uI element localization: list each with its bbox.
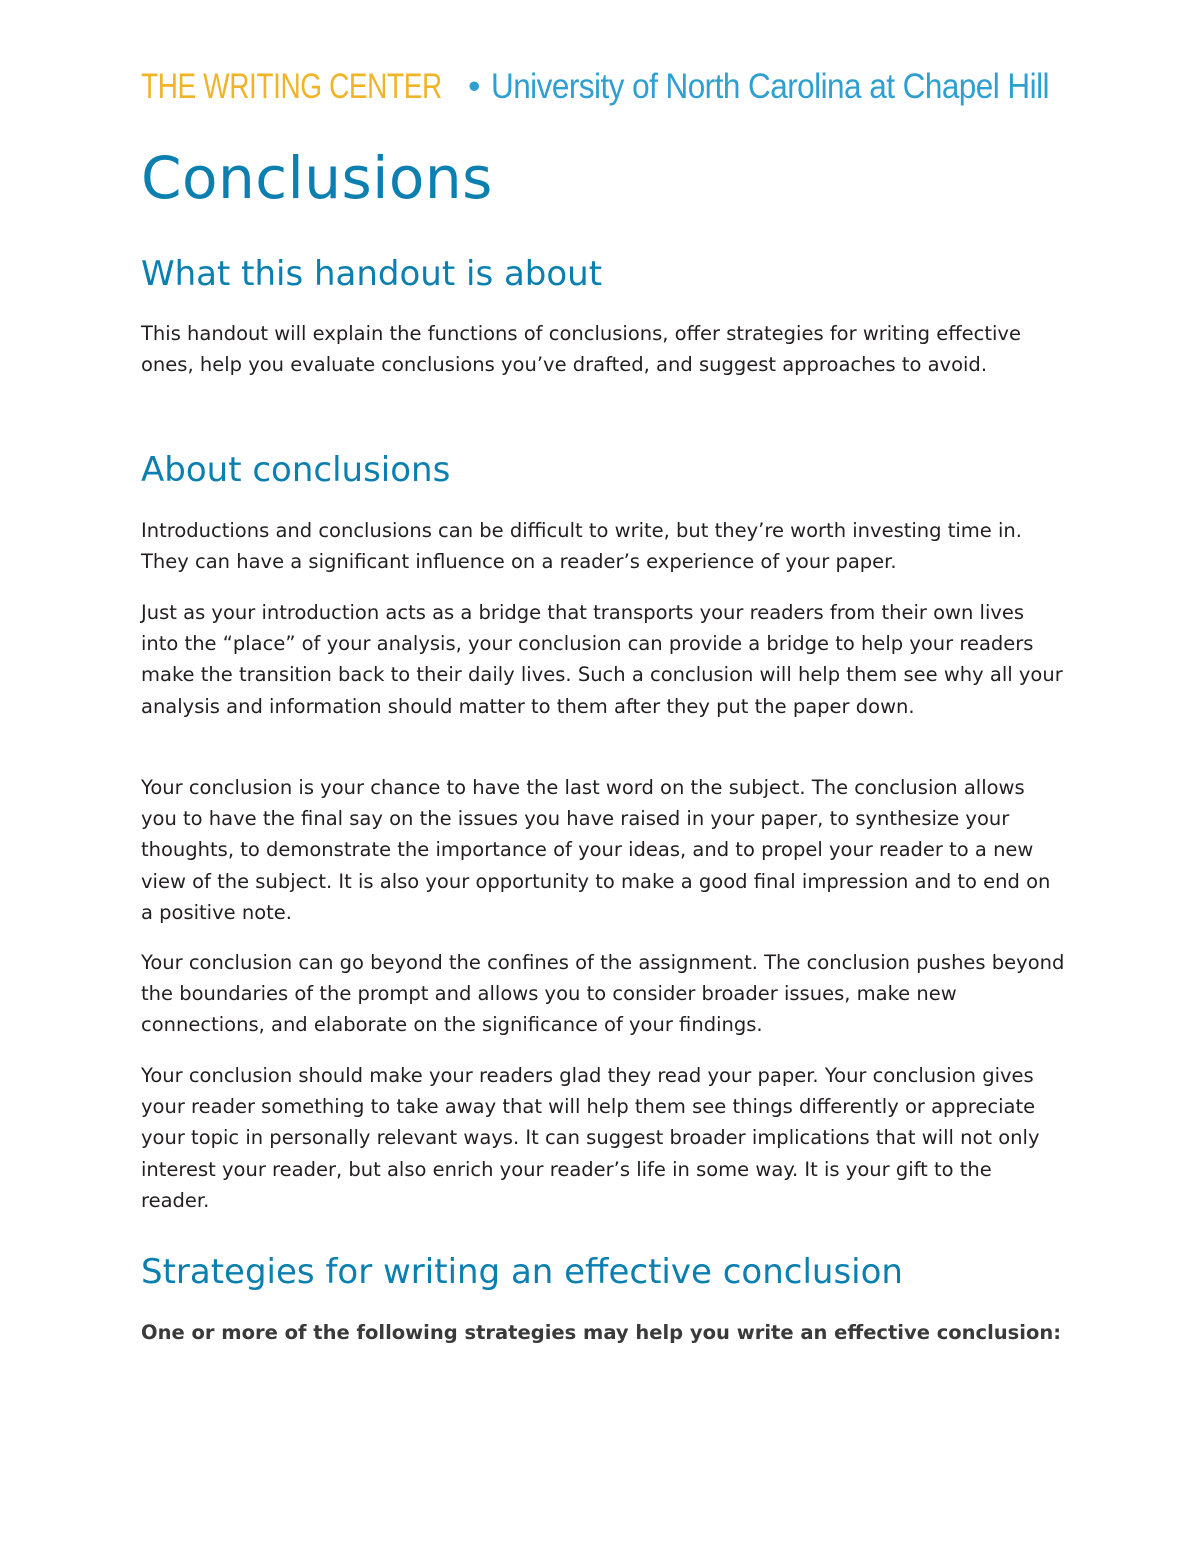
- section-heading-handout-about: What this handout is about: [141, 254, 603, 294]
- paragraph-handout-about: This handout will explain the functions of conclusions, offer strategies for writing effective ones, help you evaluate conclusions you’ve drafted, and suggest approaches to avoid.: [141, 322, 1021, 377]
- writing-center-name: THE WRITING CENTER: [141, 67, 442, 106]
- paragraph-about-conclusions-4: Your conclusion can go beyond the confines of the assignment. The conclusion pushes beyond the boundaries of the prompt and allows you to consider broader issues, make new connections, and elaborate on the significance of your findings.: [141, 951, 1065, 1037]
- document-title: Conclusions: [141, 144, 493, 212]
- masthead-separator: •: [468, 67, 480, 106]
- section-heading-strategies: Strategies for writing an effective conclusion: [141, 1252, 903, 1292]
- paragraph-about-conclusions-5: Your conclusion should make your readers glad they read your paper. Your conclusion gives your reader something to take away that will help them see things differently or appreciate your topic in personally relevant ways. It can suggest broader implications that will not only interest your reader, but also enrich your reader’s life in some way. It is your gift to the reader.: [141, 1064, 1040, 1212]
- paragraph-about-conclusions-1: Introductions and conclusions can be difficult to write, but they’re worth investing time in. They can have a significant influence on a reader’s experience of your paper.: [141, 519, 1022, 574]
- writing-center-masthead: [141, 62, 1071, 112]
- strategies-lead-text: One or more of the following strategies may help you write an effective conclusion:: [141, 1321, 1062, 1344]
- section-heading-about-conclusions: About conclusions: [141, 450, 451, 490]
- paragraph-about-conclusions-2: Just as your introduction acts as a bridge that transports your readers from their own lives into the “place” of your analysis, your conclusion can provide a bridge to help your readers make the transition back to their daily lives. Such a conclusion will help them see why all your analysis and information should matter to them after they put the paper down.: [141, 601, 1063, 718]
- university-name: University of North Carolina at Chapel Hill: [490, 67, 1049, 106]
- paragraph-about-conclusions-3: Your conclusion is your chance to have the last word on the subject. The conclusion allows you to have the final say on the issues you have raised in your paper, to synthesize your thoughts, to demonstrate the importance of your ideas, and to propel your reader to a new view of the subject. It is also your opportunity to make a good final impression and to end on a positive note.: [141, 776, 1051, 924]
